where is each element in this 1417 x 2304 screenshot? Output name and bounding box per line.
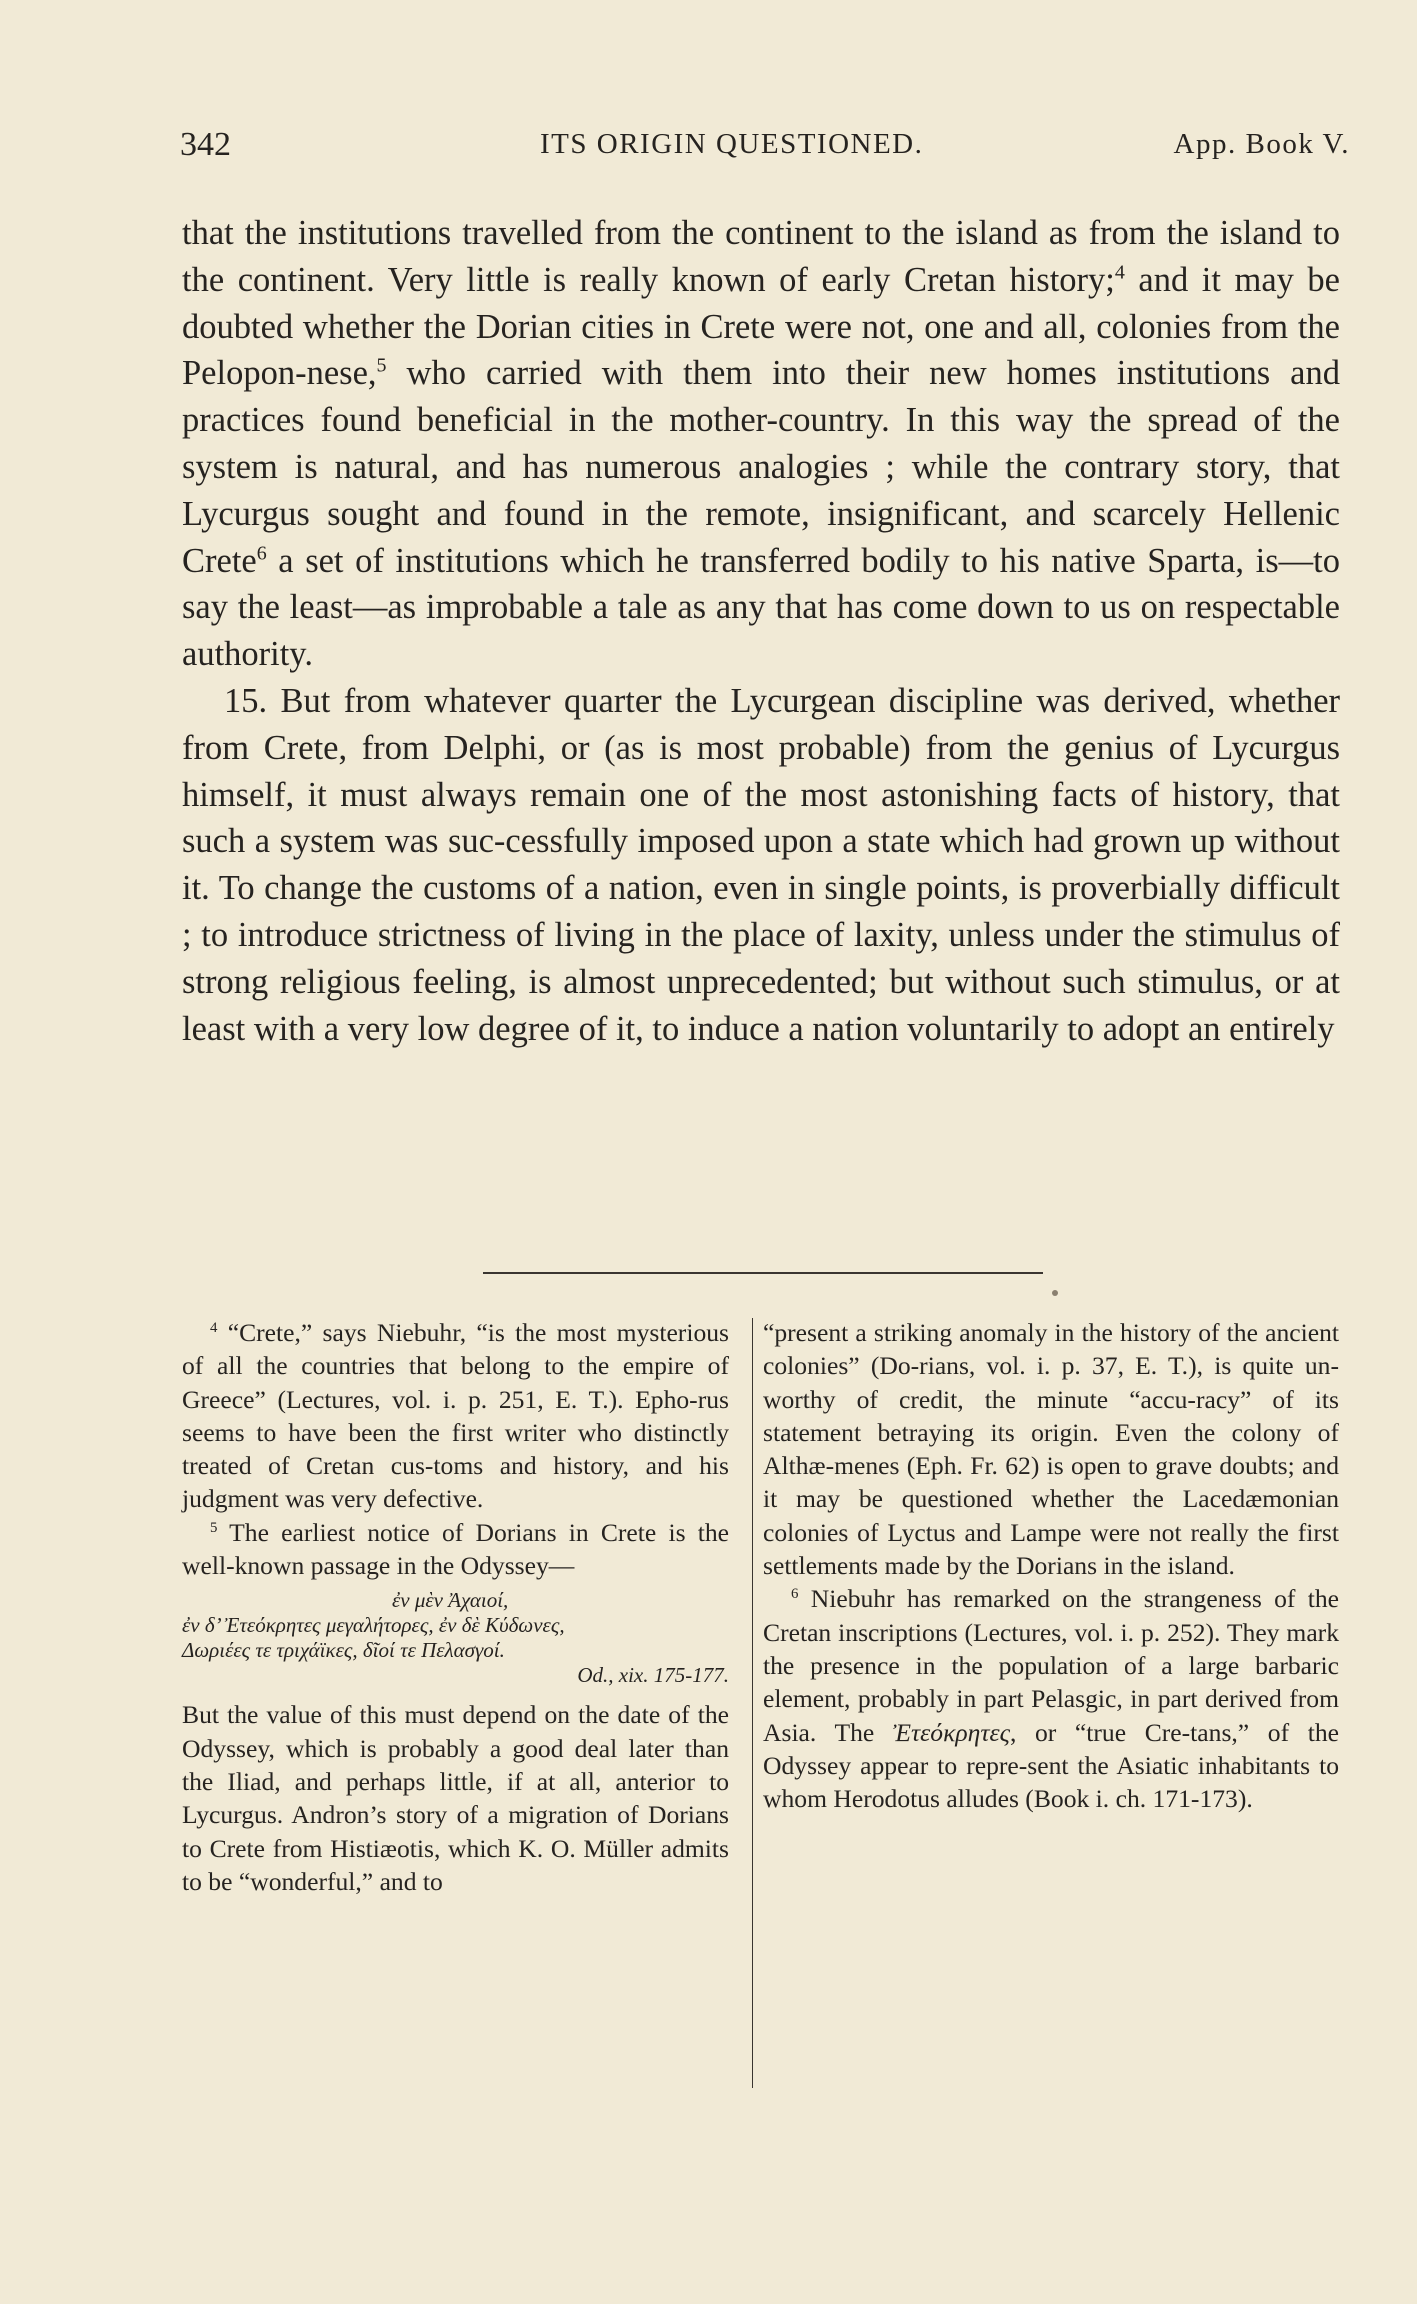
- greek-line: ἐν δ’ Ἐτεόκρητες μεγαλήτορες, ἐν δὲ Κύδωνες,: [182, 1613, 565, 1638]
- footnote-rule: [483, 1272, 1043, 1274]
- running-title: ITS ORIGIN QUESTIONED.: [540, 128, 924, 160]
- section-label: App. Book V.: [1173, 128, 1350, 160]
- main-text: [182, 210, 1340, 1052]
- footnote-5: $^5$ The earliest notice of Dorians in Crete is the well-known passage in the Odyssey—: [182, 1517, 730, 1581]
- footnote-ref: 6: [256, 542, 267, 565]
- footnote-ref: 5: [376, 355, 387, 377]
- greek-line: Δωριέες τε τριχάϊκες, δῖοί τε Πελασγοί.: [182, 1638, 505, 1663]
- footnote-6: $^6$ Niebuhr has remarked on the strangeness of the Cretan inscriptions (Lectures, vol. i. p. 252). They mark the presence in the population of a large barbaric element, probably in part Pelasgic, in part derived from Asia. The Ἐτεόκρητες, or “true Cre-tans,” of the Odyssey appear to repre-sent the Asiatic inhabitants to whom Herodotus alludes (Book i. ch. 171-173).: [763, 1584, 1339, 1814]
- footnote-5-continued: But the value of this must depend on the date of the Odyssey, which is probably a good deal later than the Iliad, and perhaps little, if at all, anterior to Lycurgus. Andron’s story of a migration of Dorians to Crete from Histiæotis, which K. O. Müller admits to be “wonderful,” and to: [182, 1700, 729, 1896]
- quotation-citation: Od., xix. 175-177.: [577, 1663, 729, 1688]
- footnotes-left-column: [182, 1316, 729, 1898]
- footnote-ref: 4: [1114, 261, 1125, 284]
- greek-quotation: [182, 1588, 729, 1688]
- paragraph: that the institutions travelled from the continent to the island as from the island to the continent. Very little is really known of early Cretan history;$^4$ and it may be doubted whether the Dorian cities in Crete were not, one and all, colonies from the Pelopon-nese,$^5$ who carried with them into their new homes institutions and practices found beneficial in the mother-country. In this way the spread of the system is natural, and has numerous analogies ; while the contrary story, that Lycurgus sought and found in the remote, insignificant, and scarcely Hellenic Crete$^6$ a set of institutions which he transferred bodily to his native Sparta, is—to say the least—as improbable a tale as any that has come down to us on respectable authority.: [182, 214, 1340, 674]
- footnotes-right-column: [763, 1316, 1339, 1815]
- greek-line: ἐν μὲν Ἀχαιοί,: [392, 1588, 509, 1613]
- column-divider: [752, 1318, 753, 2088]
- print-speck: [1052, 1290, 1058, 1296]
- page-number: 342: [180, 126, 231, 163]
- footnote-5-continuation: “present a striking anomaly in the history of the ancient colonies” (Do-rians, vol. i. p. 37, E. T.), is quite un-worthy of credit, the minute “accu-racy” of its statement betraying its origin. Even the colony of Althæ-menes (Eph. Fr. 62) is open to grave doubts; and it may be questioned whether the Lacedæmonian colonies of Lyctus and Lampe were not really the first settlements made by the Dorians in the island.: [763, 1318, 1339, 1581]
- paragraph-15: 15. But from whatever quarter the Lycurgean discipline was derived, whether from Crete, from Delphi, or (as is most probable) from the genius of Lycurgus himself, it must always remain one of the most astonishing facts of history, that such a system was suc-cessfully imposed upon a state which had grown up without it. To change the customs of a nation, even in single points, is proverbially difficult ; to introduce strictness of living in the place of laxity, unless under the stimulus of strong religious feeling, is almost unprecedented; but without such stimulus, or at least with a very low degree of it, to induce a nation voluntarily to adopt an entirely: [182, 681, 1340, 1048]
- footnote-4: $^4$ “Crete,” says Niebuhr, “is the most mysterious of all the countries that belong to the empire of Greece” (Lectures, vol. i. p. 251, E. T.). Epho-rus seems to have been the first writer who distinctly treated of Cretan cus-toms and history, and his judgment was very defective.: [182, 1318, 729, 1514]
